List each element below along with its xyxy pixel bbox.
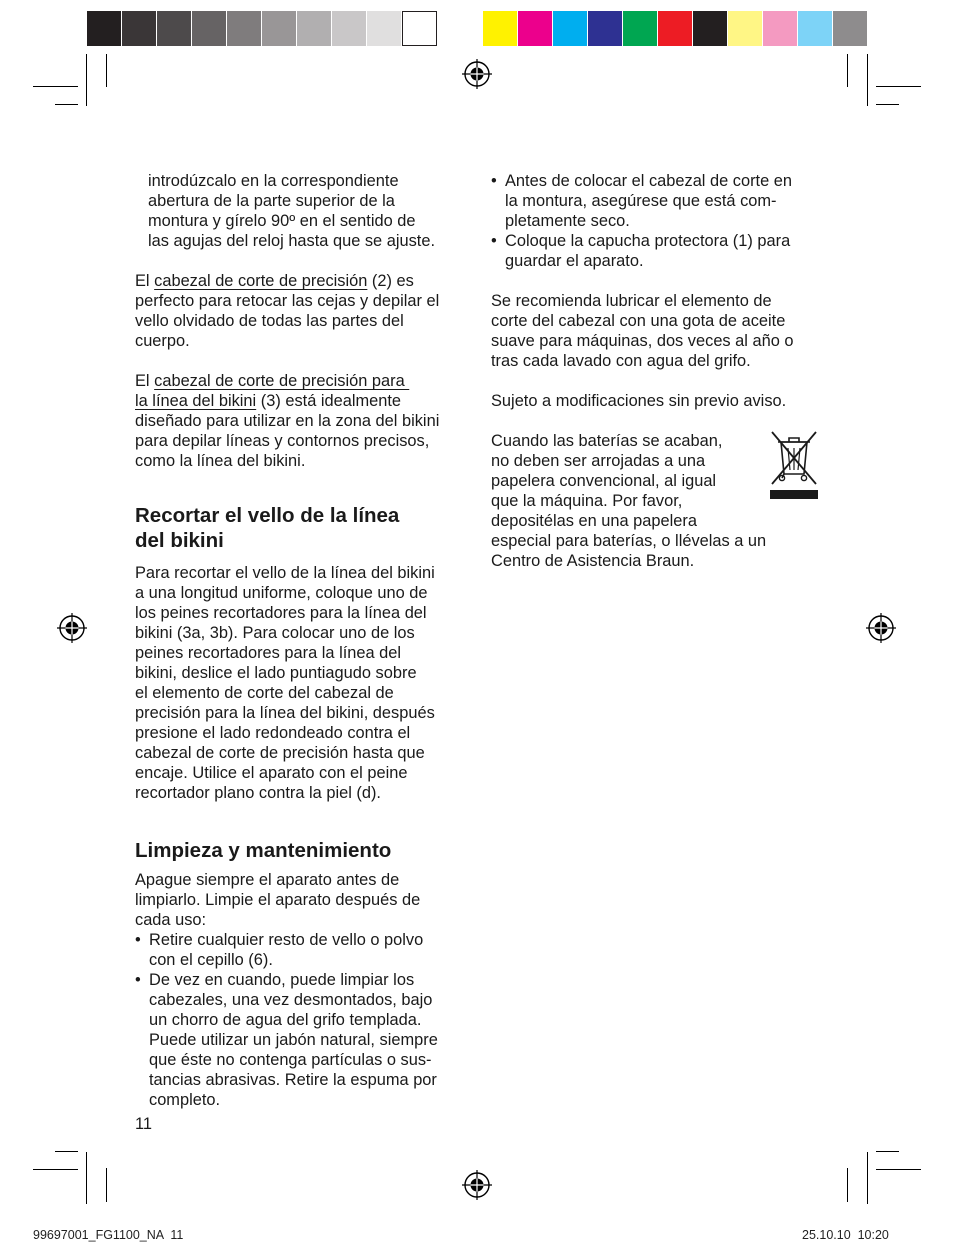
color-swatch xyxy=(483,11,518,46)
crop-mark xyxy=(867,1152,868,1204)
text-line: Coloque la capucha protectora (1) para xyxy=(505,232,791,250)
crop-mark xyxy=(55,104,78,105)
list-item xyxy=(491,231,826,271)
section-heading-bikini-trimming xyxy=(135,503,470,553)
crop-mark xyxy=(33,86,78,87)
color-swatch xyxy=(518,11,553,46)
left-column xyxy=(135,171,470,1110)
registration-mark-icon xyxy=(866,613,896,643)
text-line: presione el lado redondeado contra el xyxy=(135,724,411,742)
text-line: papelera convencional, al igual xyxy=(491,472,717,490)
bikini-head-paragraph xyxy=(135,371,470,471)
text-line: el elemento de corte del cabezal de xyxy=(135,684,394,702)
text-line: que la máquina. Por favor, xyxy=(491,492,683,510)
text-line: Apague siempre el aparato antes de xyxy=(135,871,400,889)
crop-mark xyxy=(876,104,899,105)
crop-mark xyxy=(847,1168,848,1202)
color-swatch xyxy=(798,11,833,46)
color-swatch xyxy=(192,11,227,46)
bullet-icon: • xyxy=(135,931,141,949)
text-line: las agujas del reloj hasta que se ajuste. xyxy=(148,232,436,250)
disclaimer-text: Sujeto a modificaciones sin previo aviso. xyxy=(491,392,787,410)
cleaning-paragraph xyxy=(135,870,470,930)
text-line: depositélas en una papelera xyxy=(491,512,697,530)
precision-head-term: cabezal de corte de precisión xyxy=(154,272,368,290)
color-swatch xyxy=(728,11,763,46)
crop-mark xyxy=(86,1152,87,1204)
text-line: la línea del bikini (3) está idealmente xyxy=(135,392,402,410)
crop-mark xyxy=(33,1169,78,1170)
bikini-head-term: la línea del bikini xyxy=(135,392,257,410)
text-line: introdúzcalo en la correspondiente xyxy=(148,172,399,190)
color-swatch xyxy=(227,11,262,46)
text-line: vello olvidado de todas las partes del xyxy=(135,312,404,330)
text-line: limpiarlo. Limpie el aparato después de xyxy=(135,891,421,909)
text-line: bikini, deslice el lado puntiagudo sobre xyxy=(135,664,417,682)
crop-mark xyxy=(55,1151,78,1152)
list-item xyxy=(135,930,470,970)
text-line: no deben ser arrojadas a una xyxy=(491,452,706,470)
text-line: Cuando las baterías se acaban, xyxy=(491,432,723,450)
text-line: recortador plano contra la piel (d). xyxy=(135,784,381,802)
bikini-trimming-paragraph xyxy=(135,563,470,803)
bullet-icon: • xyxy=(491,232,497,250)
color-swatch xyxy=(262,11,297,46)
text-line: El cabezal de corte de precisión para xyxy=(135,372,410,390)
text-line: con el cepillo (6). xyxy=(149,951,273,969)
text-line: tras cada lavado con agua del grifo. xyxy=(491,352,751,370)
text-line: cuerpo. xyxy=(135,332,190,350)
color-swatch xyxy=(693,11,728,46)
color-calibration-bar-right xyxy=(483,11,868,46)
lubrication-paragraph xyxy=(491,291,826,371)
text-line: encaje. Utilice el aparato con el peine xyxy=(135,764,408,782)
color-swatch xyxy=(553,11,588,46)
color-swatch xyxy=(833,11,868,46)
color-swatch xyxy=(588,11,623,46)
bikini-head-term: cabezal de corte de precisión para xyxy=(154,372,410,390)
footer-file-info: 99697001_FG1100_NA 11 xyxy=(33,1228,184,1242)
text-line: Se recomienda lubricar el elemento de xyxy=(491,292,772,310)
bullet-icon: • xyxy=(491,172,497,190)
text-line: que éste no contenga partículas o sus- xyxy=(149,1051,432,1069)
crop-mark xyxy=(106,54,107,87)
intro-paragraph xyxy=(135,171,470,251)
text-line: bikini (3a, 3b). Para colocar uno de los xyxy=(135,624,415,642)
color-swatch xyxy=(763,11,798,46)
crop-mark xyxy=(876,86,921,87)
right-column xyxy=(491,171,826,571)
text-line: especial para baterías, o llévelas a un xyxy=(491,532,767,550)
text-line: Puede utilizar un jabón natural, siempre xyxy=(149,1031,438,1049)
crop-mark xyxy=(106,1168,107,1202)
text-line: peines recortadores para la línea del xyxy=(135,644,402,662)
list-item xyxy=(491,171,826,231)
color-swatch xyxy=(402,11,437,46)
text-line: diseñado para utilizar en la zona del bikini xyxy=(135,412,440,430)
text-line: abertura de la parte superior de la xyxy=(148,192,395,210)
registration-mark-icon xyxy=(57,613,87,643)
precision-head-paragraph xyxy=(135,271,470,351)
text-line: perfecto para retocar las cejas y depilar el xyxy=(135,292,440,310)
color-swatch xyxy=(87,11,122,46)
registration-mark-icon xyxy=(462,1170,492,1200)
color-swatch xyxy=(658,11,693,46)
text-line: montura y gírelo 90º en el sentido de xyxy=(148,212,416,230)
section-heading-cleaning: Limpieza y mantenimiento xyxy=(135,839,392,862)
heading-line: Recortar el vello de la línea xyxy=(135,504,400,527)
crop-mark xyxy=(86,54,87,106)
text-line: guardar el aparato. xyxy=(505,252,644,270)
text-line: los peines recortadores para la línea del xyxy=(135,604,427,622)
text-line: precisión para la línea del bikini, después xyxy=(135,704,435,722)
text-line: Centro de Asistencia Braun. xyxy=(491,552,695,570)
crop-mark xyxy=(876,1169,921,1170)
text-line: tancias abrasivas. Retire la espuma por xyxy=(149,1071,437,1089)
text-line: como la línea del bikini. xyxy=(135,452,306,470)
page-number: 11 xyxy=(135,1115,153,1133)
text-line: El cabezal de corte de precisión (2) es xyxy=(135,272,414,290)
text-line: De vez en cuando, puede limpiar los xyxy=(149,971,415,989)
registration-mark-icon xyxy=(462,59,492,89)
crop-mark xyxy=(867,54,868,106)
text-line: corte del cabezal con una gota de aceite xyxy=(491,312,786,330)
text-line: Para recortar el vello de la línea del bikini xyxy=(135,564,435,582)
text-line: cabezal de corte de precisión hasta que xyxy=(135,744,425,762)
text-line: Retire cualquier resto de vello o polvo xyxy=(149,931,424,949)
crop-mark xyxy=(847,54,848,87)
text-line: cabezales, una vez desmontados, bajo xyxy=(149,991,433,1009)
text-line: un chorro de agua del grifo templada. xyxy=(149,1011,422,1029)
color-swatch xyxy=(332,11,367,46)
text-line: para depilar líneas y contornos precisos, xyxy=(135,432,430,450)
color-swatch xyxy=(367,11,402,46)
color-swatch xyxy=(122,11,157,46)
footer-date-time: 25.10.10 10:20 xyxy=(802,1228,889,1242)
crop-mark xyxy=(876,1151,899,1152)
color-calibration-bar-left xyxy=(87,11,437,46)
bullet-icon: • xyxy=(135,971,141,989)
text-line: completo. xyxy=(149,1091,221,1109)
text-line: cada uso: xyxy=(135,911,207,929)
text-line: la montura, asegúrese que está com- xyxy=(505,192,777,210)
text-line: suave para máquinas, dos veces al año o xyxy=(491,332,794,350)
list-item xyxy=(135,970,470,1110)
color-swatch xyxy=(157,11,192,46)
text-line: Antes de colocar el cabezal de corte en xyxy=(505,172,793,190)
crossed-out-wheelie-bin-icon xyxy=(768,428,820,502)
color-swatch xyxy=(297,11,332,46)
text-line: a una longitud uniforme, coloque uno de xyxy=(135,584,428,602)
text-line: pletamente seco. xyxy=(505,212,630,230)
heading-line: del bikini xyxy=(135,529,224,552)
color-swatch xyxy=(623,11,658,46)
